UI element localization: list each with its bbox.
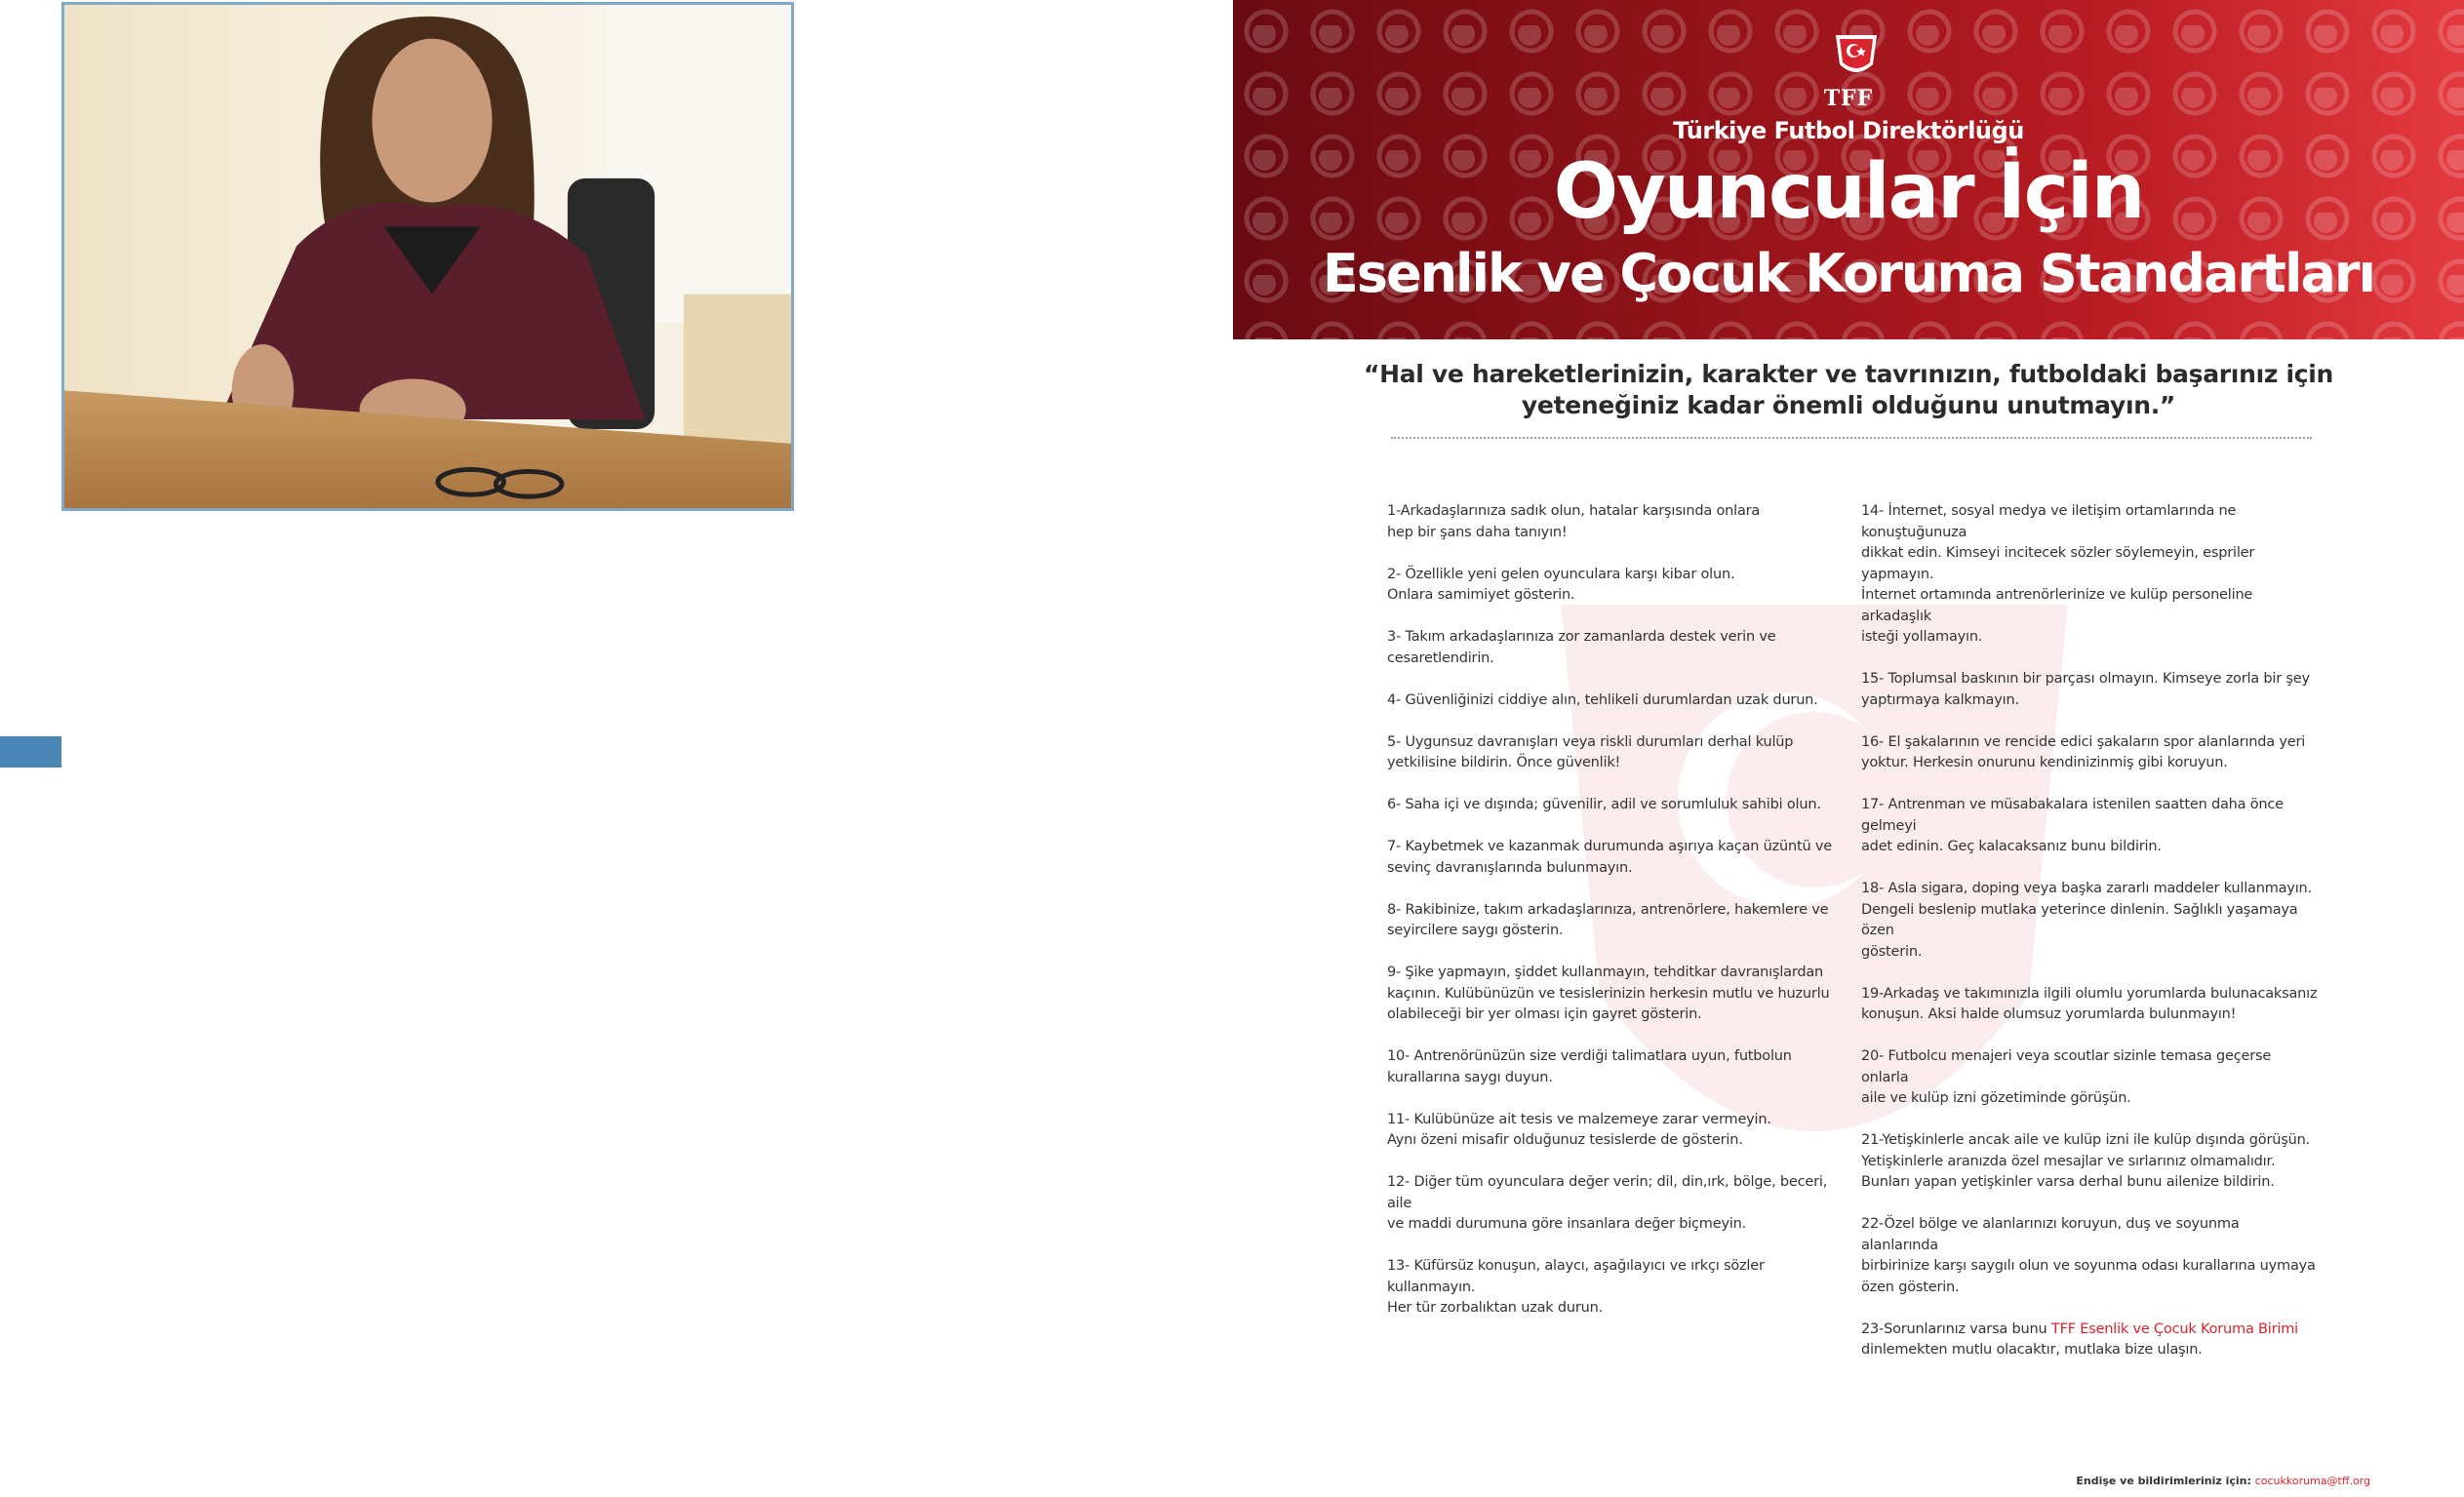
rule-item bbox=[1387, 1110, 1846, 1152]
rule-line: 19-Arkadaş ve takımınızla ilgili olumlu yorumlarda bulunacaksanız bbox=[1861, 985, 2318, 1002]
rule-line: 1-Arkadaşlarınıza sadık olun, hatalar karşısında onlara bbox=[1387, 503, 1761, 519]
rule-item bbox=[1861, 732, 2320, 774]
rule-line: ve maddi durumuna göre insanlara değer biçmeyin. bbox=[1387, 1216, 1747, 1232]
rule-item bbox=[1387, 690, 1846, 712]
rule-line: 7- Kaybetmek ve kazanmak durumunda aşırıya kaçan üzüntü ve bbox=[1387, 839, 1833, 854]
rule-item bbox=[1387, 837, 1846, 879]
rule-line: 13- Küfürsüz konuşun, alaycı, aşağılayıcı ve ırkçı sözler kullanmayın. bbox=[1387, 1258, 1765, 1295]
rule-item bbox=[1387, 1256, 1846, 1320]
rule-line: olabileceği bir yer olması için gayret gösterin. bbox=[1387, 1006, 1702, 1022]
rule-line: kaçının. Kulübünüzün ve tesislerinizin herkesin mutlu ve huzurlu bbox=[1387, 985, 1830, 1002]
rule-line: hep bir şans daha tanıyın! bbox=[1387, 524, 1568, 540]
rule-line: Aynı özeni misafir olduğunuz tesislerde de gösterin. bbox=[1387, 1132, 1743, 1148]
quote-line1: “Hal ve hareketlerinizin, karakter ve tavrınızın, futboldaki başarınız için bbox=[1363, 360, 2334, 388]
rule-line: dikkat edin. Kimseyi incitecek sözler söylemeyin, espriler yapmayın. bbox=[1861, 545, 2255, 582]
rule-line: gösterin. bbox=[1861, 943, 1923, 960]
rule-line: 17- Antrenman ve müsabakalara istenilen saatten daha önce gelmeyi bbox=[1861, 797, 2284, 834]
rule-item bbox=[1861, 879, 2320, 963]
rule-line: Her tür zorbalıktan uzak durun. bbox=[1387, 1300, 1604, 1316]
rule-item bbox=[1861, 795, 2320, 858]
rule-line: cesaretlendirin. bbox=[1387, 650, 1494, 666]
logo-text: TFF bbox=[1823, 86, 1874, 111]
rule-item bbox=[1861, 669, 2320, 711]
tff-crest-icon bbox=[1828, 29, 1885, 80]
rule-line: aile ve kulüp izni gözetiminde görüşün. bbox=[1861, 1090, 2131, 1106]
footer-contact bbox=[2076, 1475, 2370, 1487]
rule-line: yoktur. Herkesin onurunu kendinizinmiş gibi koruyun. bbox=[1861, 755, 2228, 770]
woman-at-desk-image bbox=[64, 5, 791, 508]
rule-line: 3- Takım arkadaşlarınıza zor zamanlarda destek verin ve bbox=[1387, 629, 1776, 645]
rule-item bbox=[1387, 565, 1846, 607]
rule-line: Onlara samimiyet gösterin. bbox=[1387, 587, 1575, 603]
rule-line: adet edinin. Geç kalacaksanız bunu bildirin. bbox=[1861, 839, 2162, 854]
rule-line: birbirinize karşı saygılı olun ve soyunma odası kurallarına uymaya bbox=[1861, 1258, 2316, 1274]
page-side-tab bbox=[0, 736, 61, 768]
rule-line: 8- Rakibinize, takım arkadaşlarınıza, antrenörlere, hakemlere ve bbox=[1387, 901, 1829, 918]
rule-23-highlight: TFF Esenlik ve Çocuk Koruma Birimi bbox=[2050, 1320, 2298, 1337]
rule-item bbox=[1387, 627, 1846, 669]
rule-line: sevinç davranışlarında bulunmayın. bbox=[1387, 859, 1633, 876]
rule-line: Dengeli beslenip mutlaka yeterince dinlenin. Sağlıklı yaşamaya özen bbox=[1861, 901, 2298, 938]
quote-line2: yeteneğiniz kadar önemli olduğunu unutmayın.” bbox=[1521, 391, 2176, 419]
rule-item bbox=[1387, 1046, 1846, 1088]
rule-line: kurallarına saygı duyun. bbox=[1387, 1069, 1553, 1085]
rule-line: 11- Kulübünüze ait tesis ve malzemeye zarar vermeyin. bbox=[1387, 1111, 1771, 1127]
rule-line: 14- İnternet, sosyal medya ve iletişim ortamlarında ne konuştuğunuza bbox=[1861, 503, 2237, 540]
rule-line: 18- Asla sigara, doping veya başka zararlı maddeler kullanmayın. bbox=[1861, 881, 2312, 896]
rule-line: özen gösterin. bbox=[1861, 1279, 1960, 1295]
rule-line: seyircilere saygı gösterin. bbox=[1387, 923, 1564, 938]
rule-item bbox=[1861, 1130, 2320, 1194]
dotted-divider bbox=[1391, 437, 2312, 439]
quote bbox=[1233, 359, 2464, 421]
rule-item bbox=[1861, 501, 2320, 649]
rule-line: Bunları yapan yetişkinler varsa derhal bunu ailenize bildirin. bbox=[1861, 1174, 2275, 1190]
rule-item bbox=[1861, 1320, 2320, 1361]
rule-line: 2- Özellikle yeni gelen oyunculara karşı kibar olun. bbox=[1387, 566, 1735, 582]
rule-line: 12- Diğer tüm oyunculara değer verin; dil, din,ırk, bölge, beceri, aile bbox=[1387, 1174, 1828, 1211]
rule-line: konuşun. Aksi halde olumsuz yorumlarda bulunmayın! bbox=[1861, 1006, 2237, 1022]
footer-label: Endişe ve bildirimleriniz için: bbox=[2076, 1475, 2255, 1487]
rule-item bbox=[1861, 1214, 2320, 1298]
rule-line: 16- El şakalarının ve rencide edici şakaların spor alanlarında yeri bbox=[1861, 733, 2306, 750]
rule-line: 20- Futbolcu menajeri veya scoutlar sizinle temasa geçerse onlarla bbox=[1861, 1048, 2272, 1085]
interview-photo bbox=[61, 2, 794, 511]
rule-line: isteği yollamayın. bbox=[1861, 629, 1983, 645]
rule-line: 4- Güvenliğinizi ciddiye alın, tehlikeli durumlardan uzak durun. bbox=[1387, 691, 1818, 708]
rule-item bbox=[1387, 900, 1846, 942]
rule-23-prefix: 23-Sorunlarınız varsa bunu bbox=[1861, 1320, 2051, 1337]
rule-line: Yetişkinlerle aranızda özel mesajlar ve sırlarınız olmamalıdır. bbox=[1861, 1153, 2276, 1169]
rule-line: 9- Şike yapmayın, şiddet kullanmayın, tehditkar davranışlardan bbox=[1387, 965, 1824, 980]
header-banner bbox=[1233, 0, 2464, 339]
rule-line: 6- Saha içi ve dışında; güvenilir, adil ve sorumluluk sahibi olun. bbox=[1387, 797, 1821, 812]
page-title-line2: Esenlik ve Çocuk Koruma Standartları bbox=[1322, 243, 2375, 304]
rule-item bbox=[1387, 963, 1846, 1026]
page-title-line1: Oyuncular İçin bbox=[1553, 148, 2144, 236]
rule-line: yetkilisine bildirin. Önce güvenlik! bbox=[1387, 755, 1621, 770]
rule-line: yaptırmaya kalkmayın. bbox=[1861, 691, 2019, 708]
rule-item bbox=[1387, 795, 1846, 816]
rules-column-left bbox=[1387, 501, 1846, 1340]
rule-line: 21-Yetişkinlerle ancak aile ve kulüp izni ile kulüp dışında görüşün. bbox=[1861, 1132, 2310, 1148]
rule-item bbox=[1861, 984, 2320, 1026]
rule-item bbox=[1861, 1046, 2320, 1110]
rule-line: 10- Antrenörünüzün size verdiği talimatlara uyun, futbolun bbox=[1387, 1048, 1792, 1064]
rule-23-line2: dinlemekten mutlu olacaktır, mutlaka bize ulaşın. bbox=[1861, 1342, 2203, 1358]
rule-line: 5- Uygunsuz davranışları veya riskli durumları derhal kulüp bbox=[1387, 733, 1794, 750]
footer-email-link[interactable]: cocukkoruma@tff.org bbox=[2254, 1475, 2370, 1487]
rule-item bbox=[1387, 501, 1846, 543]
rule-item bbox=[1387, 1172, 1846, 1236]
rule-item bbox=[1387, 732, 1846, 774]
rule-line: 22-Özel bölge ve alanlarınızı koruyun, duş ve soyunma alanlarında bbox=[1861, 1216, 2240, 1253]
rule-line: İnternet ortamında antrenörlerinize ve kulüp personeline arkadaşlık bbox=[1861, 587, 2253, 624]
rules-column-right bbox=[1861, 501, 2320, 1382]
organization-name: Türkiye Futbol Direktörlüğü bbox=[1673, 117, 2024, 144]
rule-line: 15- Toplumsal baskının bir parçası olmayın. Kimseye zorla bir şey bbox=[1861, 671, 2310, 687]
